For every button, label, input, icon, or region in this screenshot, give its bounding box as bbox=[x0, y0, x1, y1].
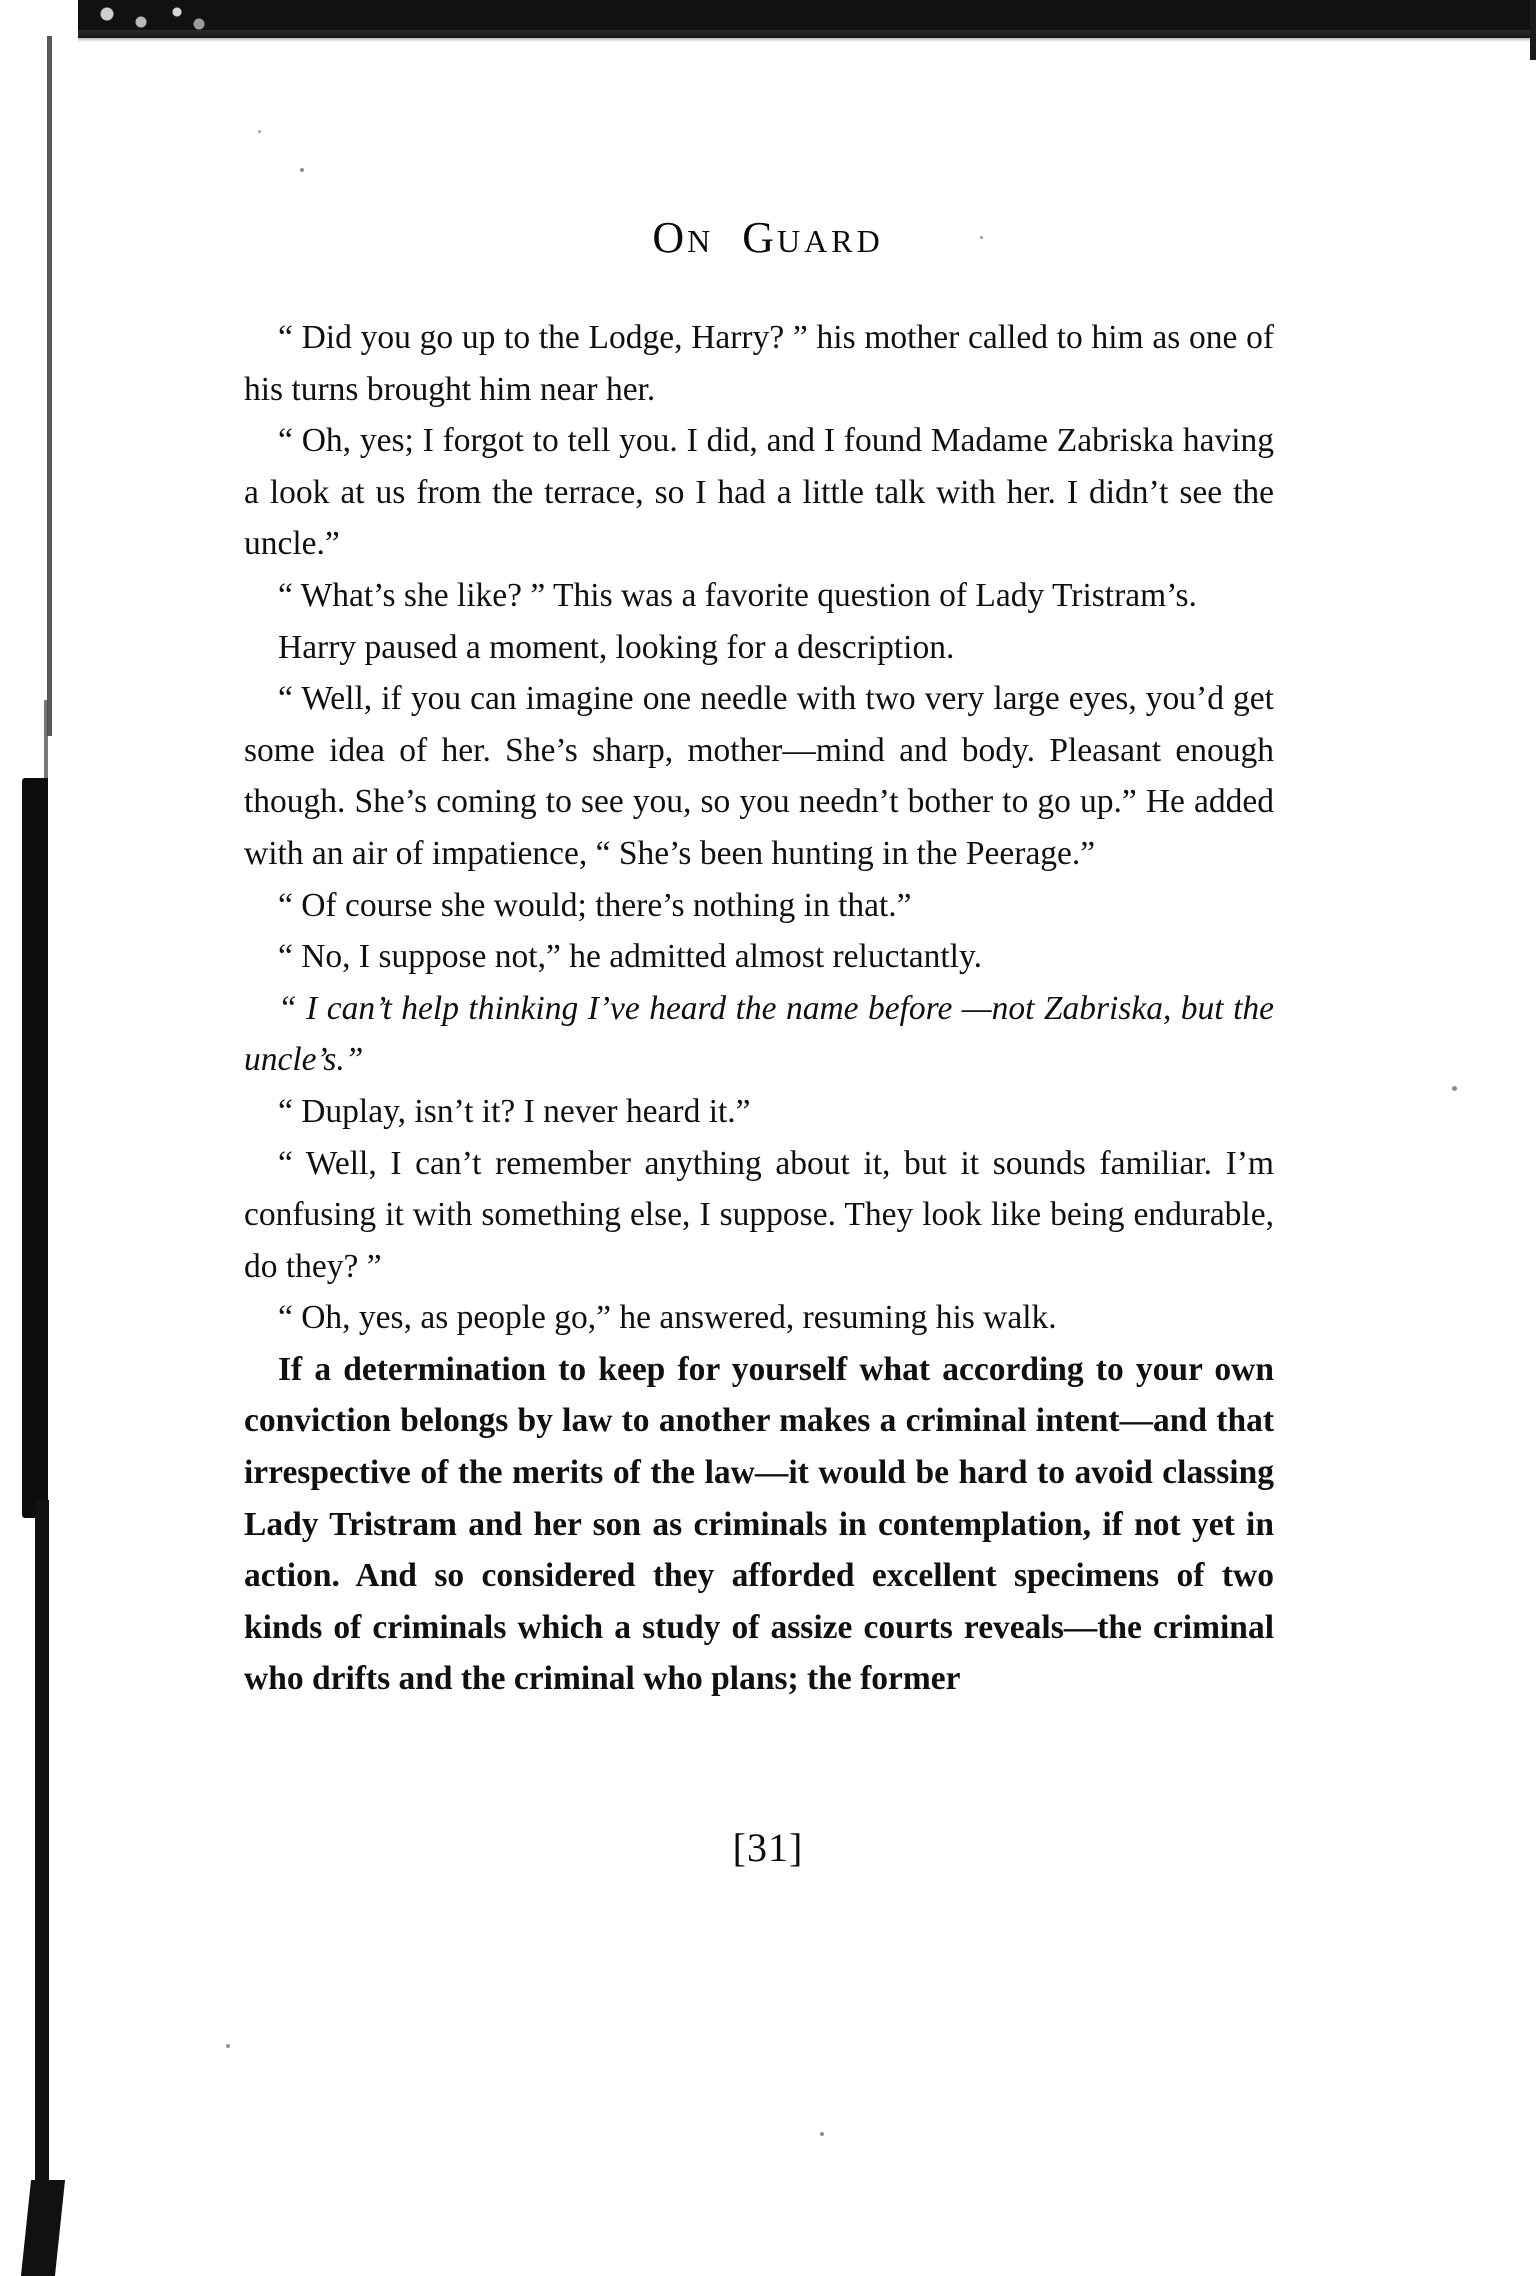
paragraph: If a determination to keep for yourself what according to your own conviction belongs by law to another makes a criminal intent—and that irrespective of the merits of the law—it would be hard to avoid classing Lady Tristram and her son as criminals in contemplation, if not yet in action. And so considered they afforded excellent specimens of two kinds of criminals which a study of assize courts reveals—the criminal who drifts and the criminal who plans; the former bbox=[244, 1350, 1274, 1698]
running-head-guard-initial: G bbox=[742, 213, 777, 262]
paragraph: “ No, I suppose not,” he admitted almost reluctantly. bbox=[278, 938, 982, 976]
paragraph: “ Duplay, isn’t it? I never heard it.” bbox=[278, 1092, 751, 1130]
running-head bbox=[0, 212, 1536, 263]
paragraph: “ Well, I can’t remember anything about it, but it sounds familiar. I’m confusing it with something else, I suppose. They look like being endurable, do they? ” bbox=[244, 1144, 1274, 1285]
running-head-word-on bbox=[652, 213, 715, 262]
running-head-on-initial: O bbox=[652, 213, 688, 262]
running-head-word-guard bbox=[742, 213, 884, 262]
paragraph: “ Did you go up to the Lodge, Harry? ” his mother called to him as one of his turns brought him near her. bbox=[244, 319, 1274, 408]
paragraph: “ Oh, yes; I forgot to tell you. I did, and I found Madame Zabriska having a look at us from the terrace, so I had a little talk with her. I didn’t see the uncle.” bbox=[244, 422, 1274, 563]
paragraph: Harry paused a moment, looking for a description. bbox=[278, 628, 955, 666]
running-head-guard-rest: UARD bbox=[777, 223, 884, 259]
paragraph: “ What’s she like? ” This was a favorite question of Lady Tristram’s. bbox=[278, 576, 1197, 614]
paragraph-italic: “ I can’t help thinking I’ve heard the name before —not Zabriska, but the uncle’s.” bbox=[244, 989, 1274, 1079]
body-text bbox=[244, 312, 1274, 1705]
paragraph: “ Of course she would; there’s nothing in that.” bbox=[278, 886, 912, 924]
paragraph: “ Well, if you can imagine one needle with two very large eyes, you’d get some idea of her. She’s sharp, mother—mind and body. Pleasant enough though. She’s coming to see you, so you needn’t bother to go up.” He added with an air of impatience, “ She’s been hunting in the Peerage.” bbox=[244, 680, 1274, 872]
running-head-on-rest: N bbox=[687, 223, 715, 259]
page-number: [31] bbox=[732, 1825, 804, 1870]
paragraph: “ Oh, yes, as people go,” he answered, resuming his walk. bbox=[278, 1299, 1057, 1337]
